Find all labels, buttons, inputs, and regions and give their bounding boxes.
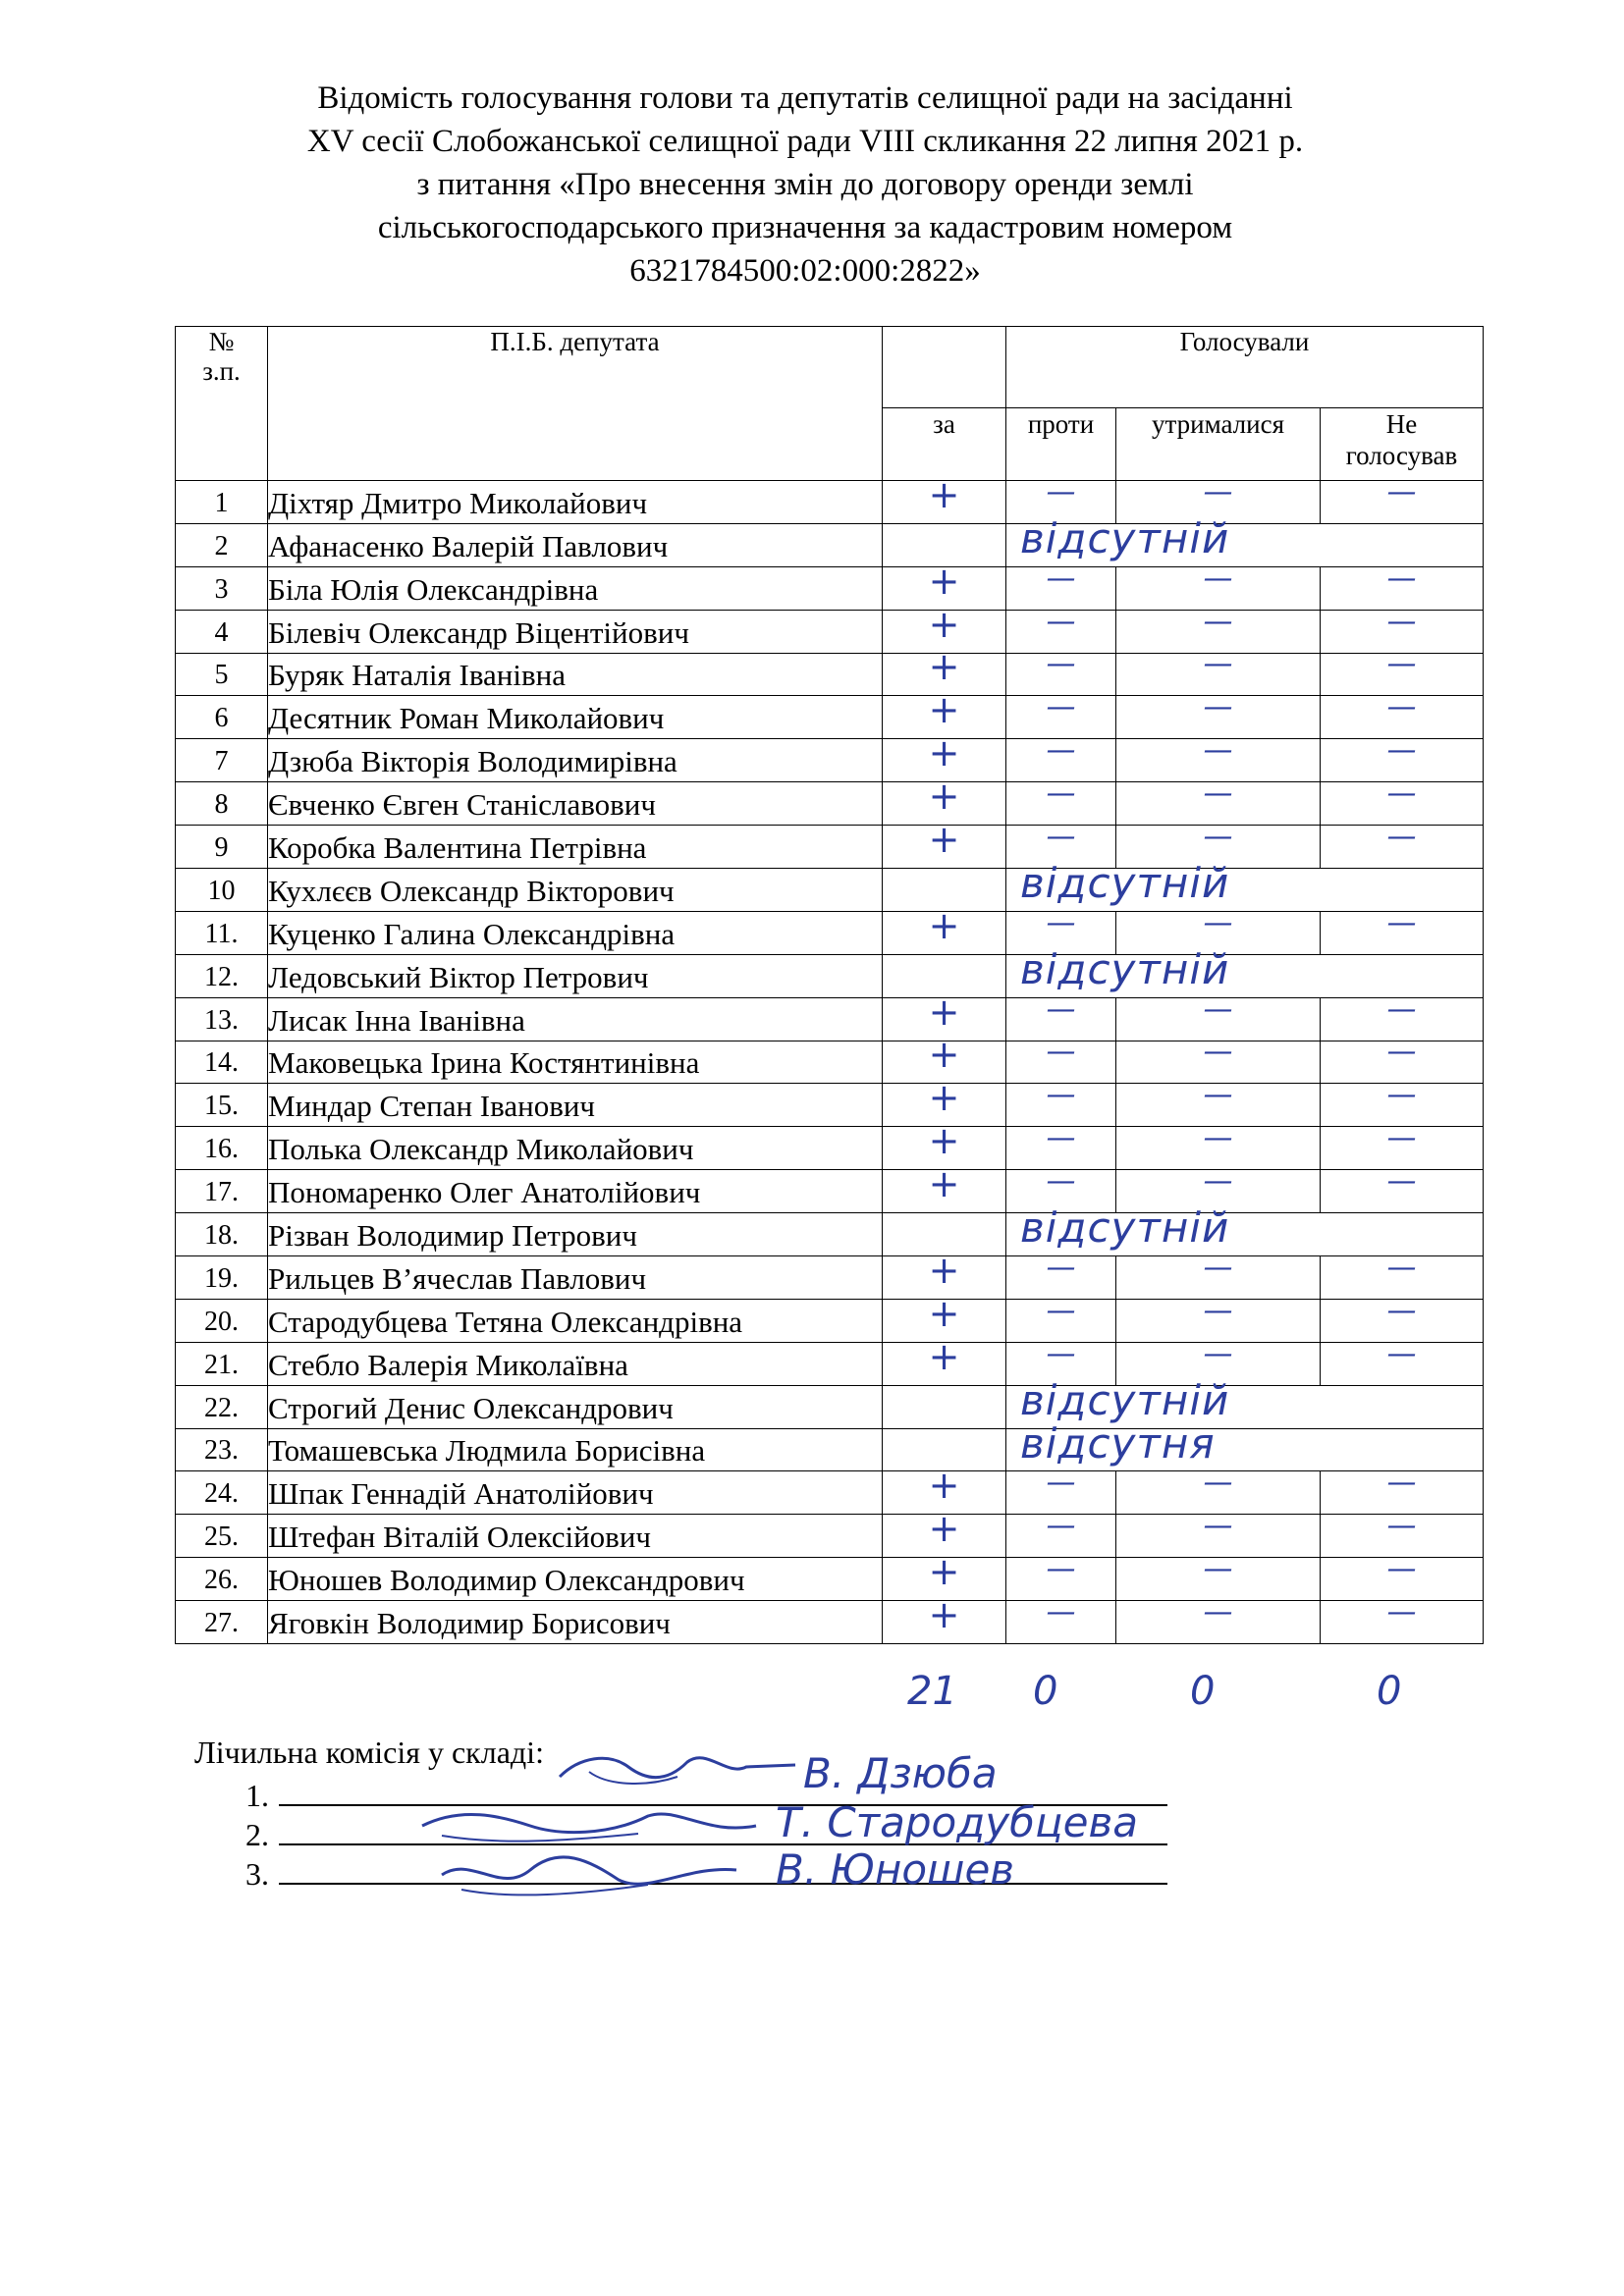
vote-not-voted-mark: — [1386,776,1417,812]
table-row [176,826,1484,869]
header-voted: Голосували [1006,327,1484,408]
vote-against-mark: — [1046,561,1076,596]
vote-abstained-mark: — [1203,561,1233,596]
vote-for-mark: + [928,731,960,775]
deputy-name: Десятник Роман Миколайович [268,696,883,739]
vote-against-mark: — [1046,991,1076,1027]
row-number: 2 [176,523,268,566]
vote-abstained-mark: — [1203,776,1233,812]
table-row [176,1084,1484,1127]
vote-against-mark: — [1046,1035,1076,1070]
vote-for-mark: + [928,903,960,947]
vote-not-voted-mark: — [1386,1293,1417,1328]
vote-for-mark: + [928,1291,960,1335]
deputy-name: Строгий Денис Олександрович [268,1385,883,1428]
vote-not-voted-mark: — [1386,733,1417,769]
header-name: П.І.Б. депутата [268,327,883,481]
absent-note: відсутній [1020,1203,1230,1253]
vote-abstained-mark: — [1203,604,1233,639]
header-for: за [883,408,1006,481]
row-number: 19. [176,1256,268,1300]
row-number: 6 [176,696,268,739]
deputy-name: Лисак Інна Іванівна [268,997,883,1041]
vote-not-voted-cell [1321,820,1484,869]
table-row [176,653,1484,696]
deputy-name: Буряк Наталія Іванівна [268,653,883,696]
vote-for-mark: + [928,1162,960,1206]
vote-against-mark: — [1046,1552,1076,1587]
row-number: 14. [176,1041,268,1084]
deputy-name: Юношев Володимир Олександрович [268,1558,883,1601]
row-number: 16. [176,1127,268,1170]
row-number: 7 [176,739,268,782]
header-abstained: утрималися [1116,408,1321,481]
table-row [176,1342,1484,1385]
header-num-label: № з.п. [202,327,241,386]
vote-not-voted-mark: — [1386,604,1417,639]
total-not-voted: 0 [1377,1669,1402,1714]
vote-against-mark: — [1046,905,1076,940]
vote-not-voted-cell [1321,1336,1484,1385]
vote-for-mark: + [928,1248,960,1292]
vote-abstained-mark: — [1203,991,1233,1027]
vote-abstained-mark: — [1203,1121,1233,1156]
row-number: 5 [176,653,268,696]
table-row [176,1601,1484,1644]
vote-for-mark: + [928,774,960,819]
commission-name-3: В. Юношев [776,1845,1015,1894]
vote-against-mark: — [1046,1595,1076,1630]
vote-for-mark: + [928,688,960,732]
vote-abstained-mark: — [1203,1078,1233,1113]
vote-abstained-mark: — [1203,647,1233,682]
commission-name-2: Т. Стародубцева [776,1798,1138,1846]
vote-against-mark: — [1046,733,1076,769]
deputy-name: Біла Юлія Олександрівна [268,566,883,610]
deputy-name: Різван Володимир Петрович [268,1213,883,1256]
title-line-1: Відомість голосування голови та депутатів селищної ради на засіданні [317,80,1293,116]
table-row [176,954,1484,997]
absent-note: відсутній [1020,1375,1230,1424]
header-against: проти [1006,408,1116,481]
vote-not-voted-cell [1321,905,1484,954]
vote-abstained-mark: — [1203,1509,1233,1544]
vote-against-mark: — [1046,820,1076,855]
voting-table [175,326,1484,1644]
total-for: 21 [907,1669,957,1714]
vote-for-mark: + [928,1550,960,1594]
vote-abstained-mark: — [1203,905,1233,940]
document-title [196,77,1414,293]
vote-not-voted-mark: — [1386,1121,1417,1156]
title-line-2: XV сесії Слобожанської селищної ради VIII скликання 22 липня 2021 р. [306,124,1304,159]
vote-not-voted-mark: — [1386,1250,1417,1285]
vote-for-mark: + [928,1593,960,1637]
deputy-name: Томашевська Людмила Борисівна [268,1428,883,1471]
vote-abstained-cell [1116,1595,1321,1644]
deputy-name: Миндар Степан Іванович [268,1084,883,1127]
table-row [176,1471,1484,1515]
vote-abstained-mark: — [1203,1595,1233,1630]
deputy-name: Білевіч Олександр Віцентійович [268,610,883,653]
vote-not-voted-mark: — [1386,1509,1417,1544]
vote-against-mark: — [1046,474,1076,509]
vote-against-mark: — [1046,604,1076,639]
vote-against-mark: — [1046,1293,1076,1328]
deputy-name: Яговкін Володимир Борисович [268,1601,883,1644]
deputy-name: Стебло Валерія Миколаївна [268,1342,883,1385]
deputy-name: Діхтяр Дмитро Миколайович [268,481,883,524]
vote-against-mark: — [1046,690,1076,725]
vote-not-voted-mark: — [1386,1336,1417,1371]
row-number: 12. [176,954,268,997]
deputy-name: Стародубцева Тетяна Олександрівна [268,1299,883,1342]
total-abstained: 0 [1190,1669,1216,1714]
row-number: 13. [176,997,268,1041]
row-number: 27. [176,1601,268,1644]
table-row [176,782,1484,826]
vote-for-cell [883,1385,1006,1428]
vote-for-mark: + [928,1033,960,1077]
vote-against-mark: — [1046,1121,1076,1156]
absent-note: відсутня [1020,1418,1216,1468]
vote-against-cell [1006,1595,1116,1644]
vote-for-mark: + [928,989,960,1034]
vote-for-mark: + [928,1076,960,1120]
deputy-name: Пономаренко Олег Анатолійович [268,1170,883,1213]
vote-abstained-mark: — [1203,1250,1233,1285]
vote-for-mark: + [928,1119,960,1163]
total-against: 0 [1033,1669,1058,1714]
vote-against-mark: — [1046,1250,1076,1285]
vote-not-voted-mark: — [1386,690,1417,725]
absent-note: відсутній [1020,513,1230,562]
row-number: 15. [176,1084,268,1127]
vote-against-mark: — [1046,1336,1076,1371]
deputy-name: Маковецька Ірина Костянтинівна [268,1041,883,1084]
table-row [176,997,1484,1041]
vote-not-voted-mark: — [1386,905,1417,940]
vote-for-mark: + [928,645,960,689]
vote-not-voted-mark: — [1386,1466,1417,1501]
table-row [176,1127,1484,1170]
vote-not-voted-mark: — [1386,820,1417,855]
deputy-name: Рильцев В’ячеслав Павлович [268,1256,883,1300]
title-line-5: 6321784500:02:000:2822» [629,253,981,289]
deputy-name: Куценко Галина Олександрівна [268,911,883,954]
table-row [176,1041,1484,1084]
table-row [176,1256,1484,1300]
title-line-3: з питання «Про внесення змін до договору оренди землі [416,167,1194,202]
deputy-name: Афанасенко Валерій Павлович [268,523,883,566]
member-number: 2. [245,1817,269,1852]
row-number: 22. [176,1385,268,1428]
table-row [176,911,1484,954]
title-line-4: сільськогосподарського призначення за кадастровим номером [377,210,1233,245]
row-number: 23. [176,1428,268,1471]
vote-against-mark: — [1046,1078,1076,1113]
deputy-name: Дзюба Вікторія Володимирівна [268,739,883,782]
commission-name-1: В. Дзюба [803,1749,998,1797]
vote-for-mark: + [928,818,960,862]
header-for-top-blank [883,327,1006,408]
deputy-name: Полька Олександр Миколайович [268,1127,883,1170]
deputy-name: Шпак Геннадій Анатолійович [268,1471,883,1515]
vote-for-mark: + [928,602,960,646]
vote-not-voted-mark: — [1386,647,1417,682]
table-row [176,1170,1484,1213]
vote-for-mark: + [928,1464,960,1508]
vote-against-mark: — [1046,1466,1076,1501]
table-row [176,523,1484,566]
vote-abstained-mark: — [1203,1293,1233,1328]
vote-for-cell [883,903,1006,954]
table-row [176,1213,1484,1256]
vote-for-cell [883,1593,1006,1644]
commission-label: Лічильна комісія у складі: [194,1735,544,1770]
row-number: 26. [176,1558,268,1601]
deputy-name: Кухлєєв Олександр Вікторович [268,869,883,912]
vote-not-voted-cell [1321,474,1484,524]
vote-abstained-mark: — [1203,1466,1233,1501]
vote-abstained-mark: — [1203,1035,1233,1070]
deputy-name: Коробка Валентина Петрівна [268,826,883,869]
table-body [176,472,1484,1644]
row-number: 20. [176,1299,268,1342]
vote-abstained-mark: — [1203,820,1233,855]
vote-for-cell [883,818,1006,869]
member-number: 1. [245,1778,269,1813]
table-row [176,1515,1484,1558]
row-number: 21. [176,1342,268,1385]
header-not-voted [1321,408,1484,481]
vote-for-cell [883,1162,1006,1213]
table-row [176,869,1484,912]
vote-for-mark: + [928,472,960,516]
vote-abstained-mark: — [1203,1336,1233,1371]
signature-3 [432,1845,746,1904]
vote-abstained-mark: — [1203,690,1233,725]
vote-not-voted-mark: — [1386,1035,1417,1070]
vote-abstained-mark: — [1203,1552,1233,1587]
vote-for-cell [883,1334,1006,1385]
row-number: 24. [176,1471,268,1515]
row-number: 17. [176,1170,268,1213]
table-row [176,566,1484,610]
vote-against-mark: — [1046,647,1076,682]
row-number: 10 [176,869,268,912]
header-not-voted-label: Не голосував [1345,409,1458,470]
vote-abstained-mark: — [1203,733,1233,769]
table-row [176,1299,1484,1342]
row-number: 4 [176,610,268,653]
table-row [176,1428,1484,1471]
vote-not-voted-mark: — [1386,1164,1417,1200]
signature-1 [550,1737,805,1796]
vote-for-cell [883,472,1006,524]
vote-abstained-mark: — [1203,1164,1233,1200]
vote-not-voted-mark: — [1386,1552,1417,1587]
table-row [176,1558,1484,1601]
row-number: 9 [176,826,268,869]
vote-not-voted-mark: — [1386,561,1417,596]
table-row [176,1385,1484,1428]
vote-for-mark: + [928,559,960,603]
vote-against-mark: — [1046,776,1076,812]
vote-not-voted-mark: — [1386,1078,1417,1113]
table-row [176,739,1484,782]
row-number: 18. [176,1213,268,1256]
row-number: 11. [176,911,268,954]
vote-abstained-mark: — [1203,474,1233,509]
vote-for-mark: + [928,1507,960,1551]
vote-against-mark: — [1046,1164,1076,1200]
absent-note: відсутній [1020,944,1230,993]
vote-not-voted-cell [1321,1164,1484,1213]
deputy-name: Штефан Віталій Олексійович [268,1515,883,1558]
table-row [176,610,1484,653]
vote-not-voted-mark: — [1386,474,1417,509]
row-number: 8 [176,782,268,826]
vote-not-voted-mark: — [1386,1595,1417,1630]
row-number: 1 [176,481,268,524]
row-number: 3 [176,566,268,610]
deputy-name: Євченко Євген Станіславович [268,782,883,826]
vote-against-mark: — [1046,1509,1076,1544]
absent-note: відсутній [1020,859,1230,908]
header-num [176,327,268,481]
vote-for-mark: + [928,1334,960,1378]
table-row [176,481,1484,524]
row-number: 25. [176,1515,268,1558]
vote-not-voted-cell [1321,1595,1484,1644]
table-row [176,696,1484,739]
vote-not-voted-mark: — [1386,991,1417,1027]
deputy-name: Ледовський Віктор Петрович [268,954,883,997]
member-number: 3. [245,1856,269,1892]
